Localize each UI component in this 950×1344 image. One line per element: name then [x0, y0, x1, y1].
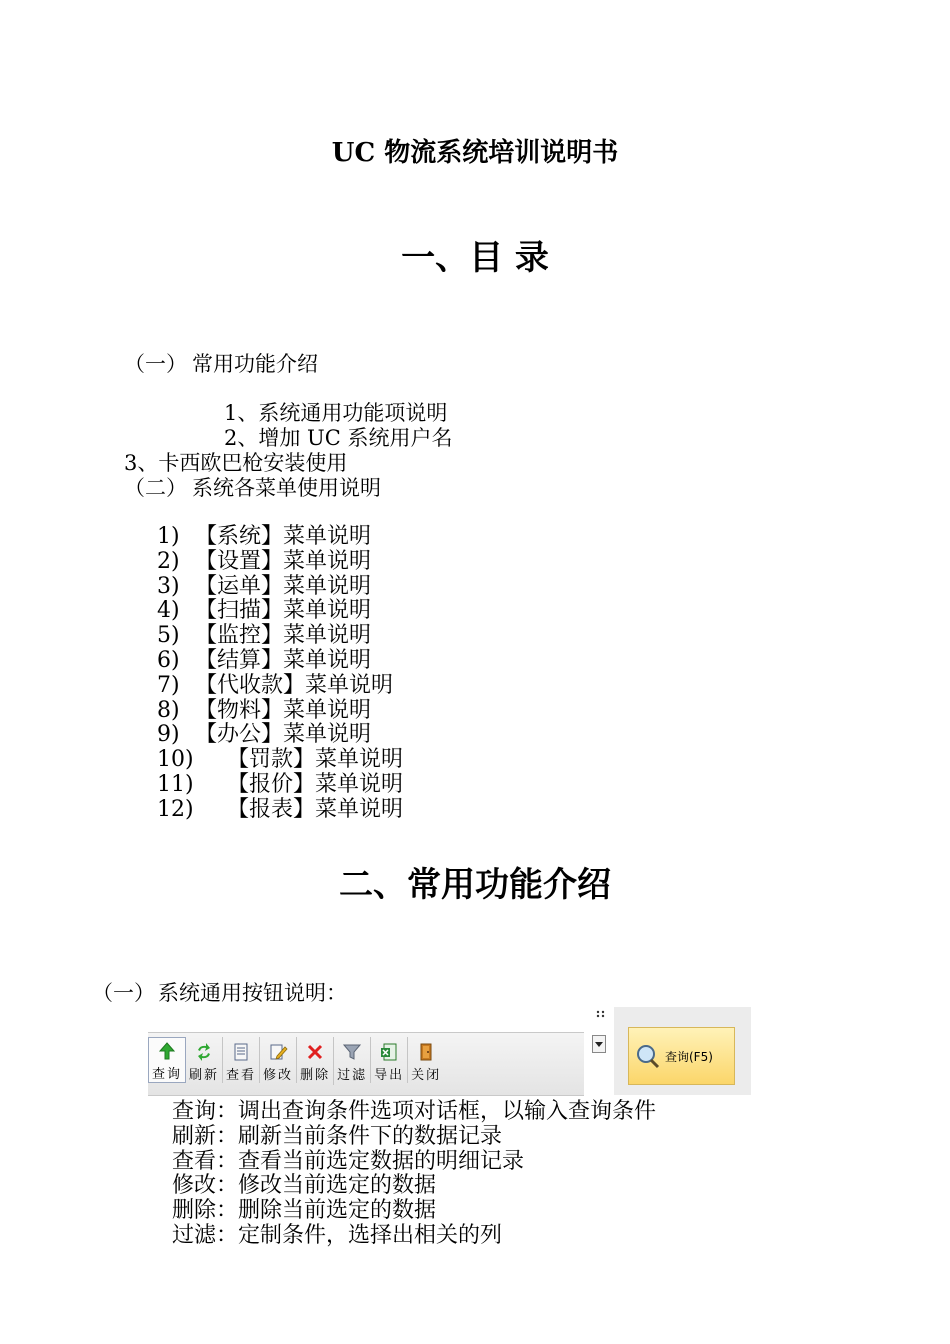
excel-export-icon	[379, 1042, 399, 1062]
menu-list-item	[157, 674, 403, 699]
menu-list-item	[157, 599, 403, 624]
menu-item-text: 【结算】菜单说明	[195, 647, 372, 673]
refresh-arrows-icon	[194, 1042, 214, 1062]
query-toolbar-button[interactable]	[148, 1037, 186, 1083]
menu-list-item	[157, 550, 403, 575]
toc-heading: 一、目 录	[401, 238, 549, 278]
menu-list-item	[157, 748, 403, 773]
menu-item-text: 【设置】菜单说明	[195, 548, 372, 574]
toc-section-2	[124, 476, 381, 501]
menu-item-number: 11)	[157, 771, 194, 797]
menu-item-text: 【代收款】菜单说明	[195, 672, 394, 698]
toc-section-2-title: 系统各菜单使用说明	[192, 476, 381, 500]
query-f5-label: 查询(F5)	[665, 1049, 713, 1064]
toc-section-1-label: （一）	[124, 352, 187, 376]
description-line: 过滤：定制条件，选择出相关的列	[172, 1222, 503, 1248]
description-line: 查看：查看当前选定数据的明细记录	[172, 1148, 525, 1174]
section-2-heading: 二、常用功能介绍	[339, 865, 611, 905]
view-document-icon	[232, 1042, 250, 1062]
magnifier-icon	[635, 1043, 661, 1069]
toolbar-button-label: 修改	[263, 1068, 294, 1083]
subsection-title: 系统通用按钮说明：	[158, 981, 347, 1005]
description-line: 查询：调出查询条件选项对话框，以输入查询条件	[172, 1099, 657, 1124]
menu-list-item	[157, 699, 403, 724]
menu-list-item	[157, 624, 403, 649]
menu-item-number: 4)	[157, 598, 180, 624]
menu-item-text: 【系统】菜单说明	[195, 524, 372, 549]
menu-list-item	[157, 575, 403, 600]
toc-sub-item-1: 1、系统通用功能项说明	[224, 401, 448, 425]
toc-sub-item-3: 3、卡西欧巴枪安装使用	[124, 451, 348, 475]
green-up-arrow-icon	[158, 1041, 176, 1061]
description-line: 刷新：刷新当前条件下的数据记录	[172, 1123, 503, 1149]
close-toolbar-button[interactable]	[408, 1037, 444, 1083]
menu-item-number: 3)	[157, 573, 180, 599]
dropdown-arrow-icon[interactable]	[592, 1035, 606, 1053]
toolbar-button-label: 查看	[226, 1068, 257, 1083]
edit-document-icon	[268, 1042, 288, 1062]
menu-item-number: 12)	[157, 796, 194, 822]
edit-delete-group	[260, 1037, 334, 1085]
menu-item-number: 10)	[157, 747, 194, 773]
description-line: 删除：删除当前选定的数据	[172, 1198, 437, 1224]
funnel-filter-icon	[342, 1042, 362, 1062]
document-title: UC 物流系统培训说明书	[331, 138, 619, 168]
toolbar-button-label: 删除	[300, 1068, 331, 1083]
menu-item-text: 【物料】菜单说明	[195, 697, 372, 723]
refresh-toolbar-button[interactable]	[186, 1037, 223, 1083]
toolbar-button-label: 查询	[152, 1067, 183, 1082]
delete-toolbar-button[interactable]	[297, 1037, 333, 1083]
menu-item-text: 【办公】菜单说明	[195, 722, 372, 748]
subsection-label: （一）	[92, 981, 155, 1005]
menu-item-number: 6)	[157, 647, 180, 673]
toolbar-screenshot	[148, 1032, 584, 1096]
menu-item-number: 8)	[157, 697, 180, 723]
toc-section-1-title: 常用功能介绍	[192, 352, 318, 376]
menu-list-item	[157, 525, 403, 550]
menu-item-number: 9)	[157, 722, 180, 748]
menu-item-number: 2)	[157, 548, 180, 574]
menu-item-text: 【监控】菜单说明	[195, 623, 372, 649]
query-f5-button[interactable]	[628, 1027, 735, 1085]
view-toolbar-button[interactable]	[223, 1037, 260, 1083]
menu-item-text: 【报表】菜单说明	[227, 796, 404, 822]
toolbar-button-label: 过滤	[337, 1068, 368, 1083]
menu-list-item	[157, 649, 403, 674]
dropdown-controls	[592, 1007, 614, 1062]
buttons-subsection-heading	[92, 977, 347, 1007]
filter-toolbar-button[interactable]	[334, 1037, 371, 1083]
toolbar-button-label: 导出	[374, 1068, 405, 1083]
button-description-list	[172, 1100, 656, 1249]
toc-section-2-label: （二）	[124, 476, 187, 500]
toolbar-button-label: 关闭	[411, 1068, 442, 1083]
toc-section-1	[124, 352, 318, 377]
red-x-delete-icon	[306, 1042, 324, 1062]
door-exit-icon	[417, 1042, 435, 1062]
toolbar-button-label: 刷新	[189, 1068, 220, 1083]
menu-item-number: 1)	[157, 524, 180, 549]
edit-toolbar-button[interactable]	[260, 1037, 297, 1083]
menu-item-number: 7)	[157, 672, 180, 698]
menu-item-number: 5)	[157, 623, 180, 649]
export-toolbar-button[interactable]	[371, 1037, 408, 1083]
menu-item-text: 【运单】菜单说明	[195, 573, 372, 599]
toc-sub-item-2: 2、增加 UC 系统用户名	[224, 426, 453, 450]
description-line: 修改：修改当前选定的数据	[172, 1173, 437, 1199]
menu-item-text: 【报价】菜单说明	[227, 771, 404, 797]
menu-list-item	[157, 723, 403, 748]
menu-item-text: 【罚款】菜单说明	[227, 747, 404, 773]
menu-list-item	[157, 798, 403, 823]
menu-item-text: 【扫描】菜单说明	[195, 598, 372, 624]
menu-list-item	[157, 773, 403, 798]
menu-list	[157, 525, 403, 823]
grip-dots-icon	[594, 1009, 608, 1019]
